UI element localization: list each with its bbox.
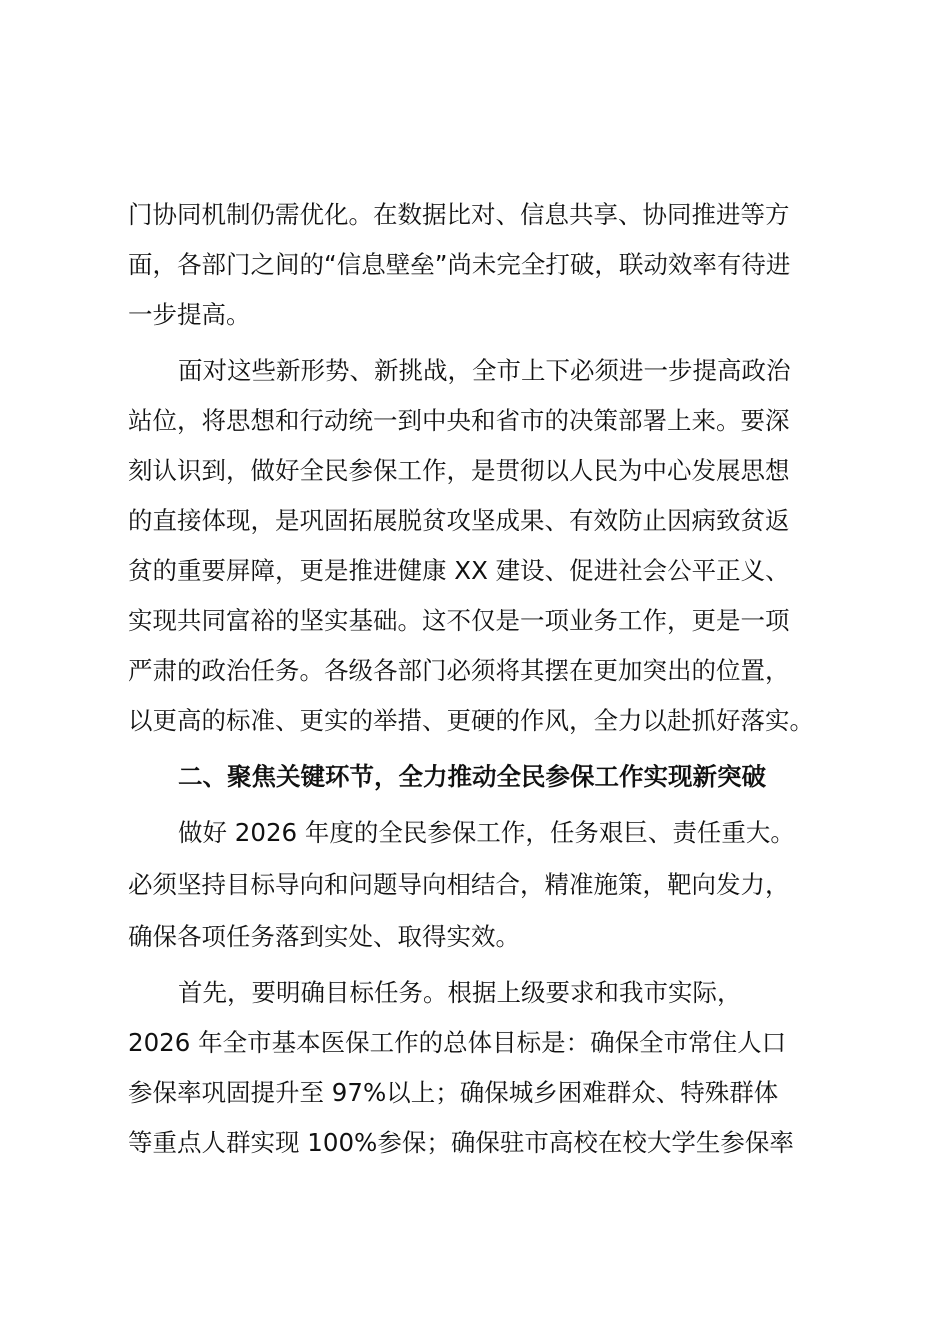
- paragraph-line: 实现共同富裕的坚实基础。这不仅是一项业务工作，更是一项: [128, 606, 790, 635]
- paragraph-line: 门协同机制仍需优化。在数据比对、信息共享、协同推进等方: [128, 200, 790, 229]
- paragraph-line: 贫的重要屏障，更是推进健康 XX 建设、促进社会公平正义、: [128, 556, 790, 585]
- paragraph-line: 站位，将思想和行动统一到中央和省市的决策部署上来。要深: [128, 406, 790, 435]
- paragraph-line: 的直接体现，是巩固拓展脱贫攻坚成果、有效防止因病致贫返: [128, 506, 790, 535]
- paragraph-line: 刻认识到，做好全民参保工作，是贯彻以人民为中心发展思想: [128, 456, 790, 485]
- paragraph-line: 面，各部门之间的“信息壁垒”尚未完全打破，联动效率有待进: [128, 250, 791, 279]
- paragraph-line: 确保各项任务落到实处、取得实效。: [128, 922, 520, 951]
- paragraph-line: 做好 2026 年度的全民参保工作，任务艰巨、责任重大。: [178, 818, 795, 847]
- paragraph-line: 必须坚持目标导向和问题导向相结合，精准施策，靶向发力，: [128, 870, 790, 899]
- paragraph-line: 面对这些新形势、新挑战，全市上下必须进一步提高政治: [178, 356, 791, 385]
- paragraph-line: 一步提高。: [128, 300, 251, 329]
- section-heading: 二、聚焦关键环节，全力推动全民参保工作实现新突破: [178, 762, 766, 791]
- paragraph-line: 2026 年全市基本医保工作的总体目标是：确保全市常住人口: [128, 1028, 787, 1057]
- paragraph-line: 严肃的政治任务。各级各部门必须将其摆在更加突出的位置，: [128, 656, 790, 685]
- paragraph-line: 首先，要明确目标任务。根据上级要求和我市实际，: [178, 978, 742, 1007]
- paragraph-line: 等重点人群实现 100%参保；确保驻市高校在校大学生参保率: [128, 1128, 794, 1157]
- paragraph-line: 以更高的标准、更实的举措、更硬的作风，全力以赴抓好落实。: [128, 706, 814, 735]
- paragraph-line: 参保率巩固提升至 97%以上；确保城乡困难群众、特殊群体: [128, 1078, 779, 1107]
